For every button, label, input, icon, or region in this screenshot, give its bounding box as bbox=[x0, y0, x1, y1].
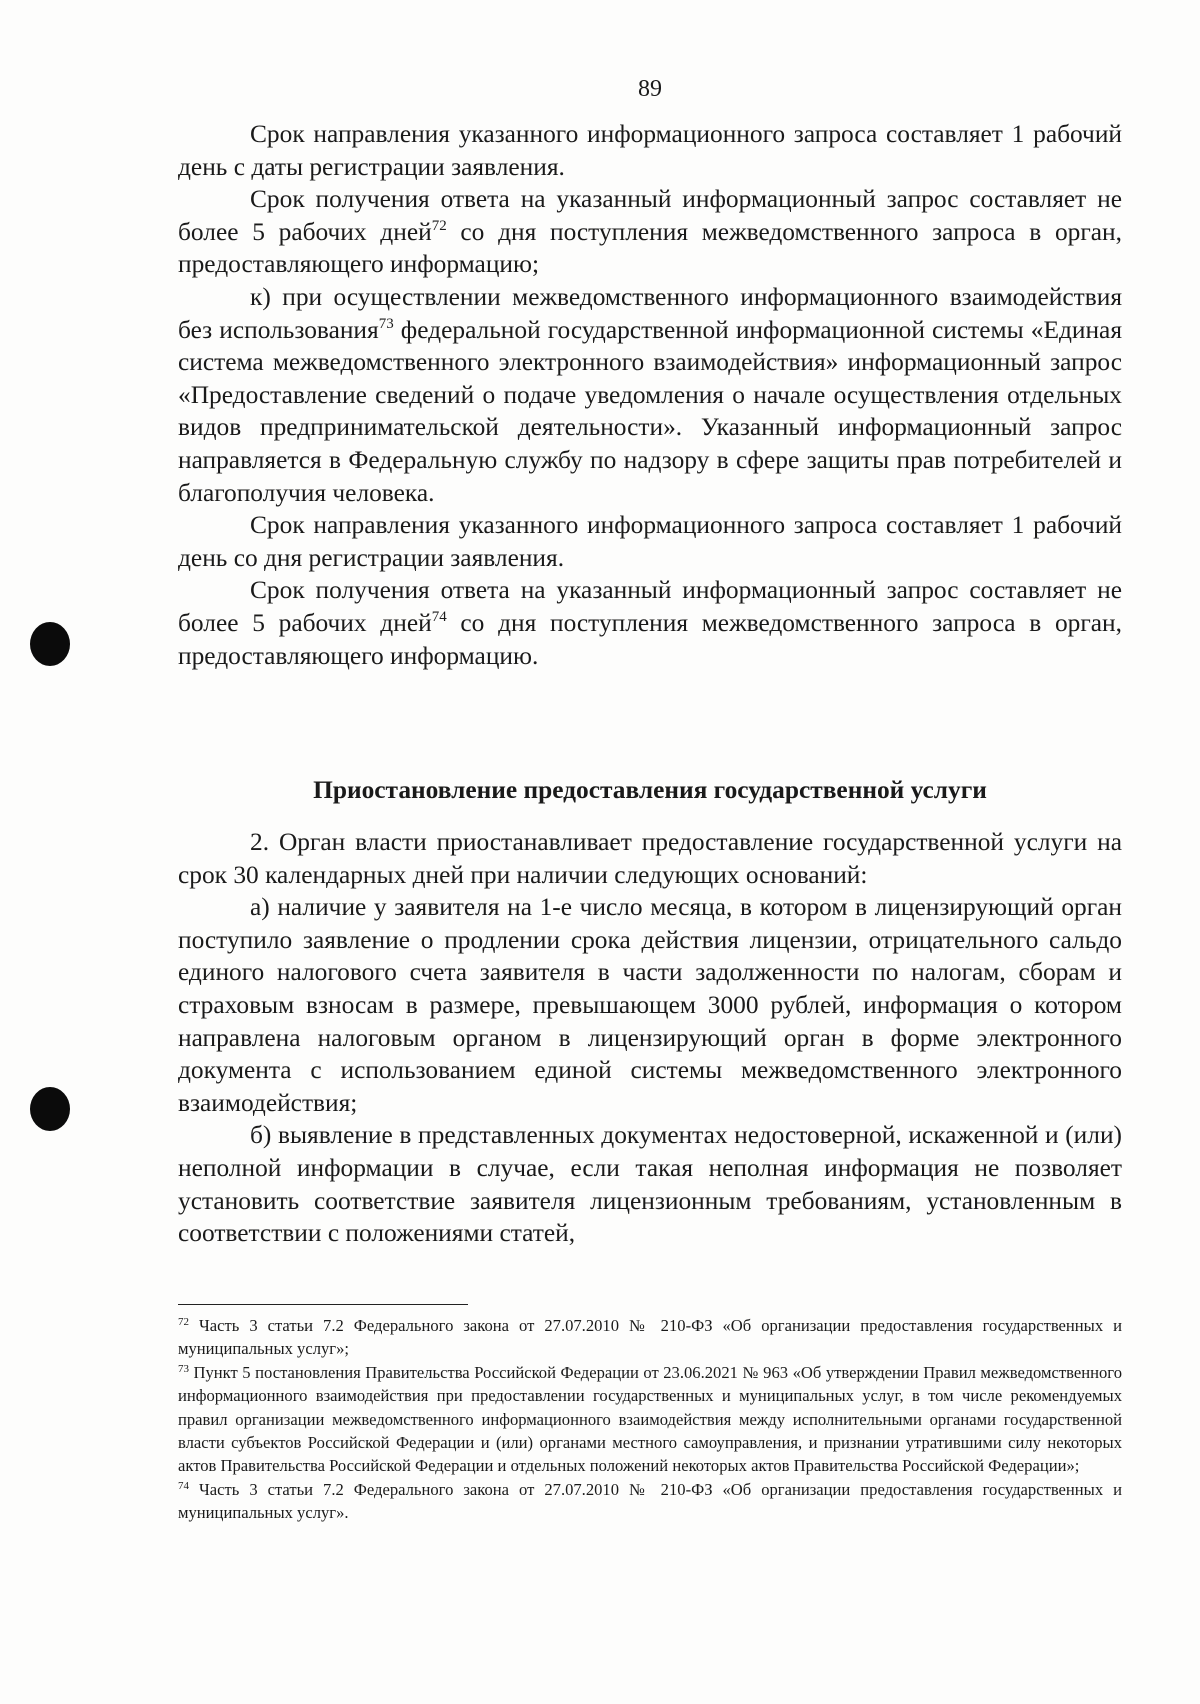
punch-hole-mark bbox=[30, 622, 70, 666]
footnote-number: 74 bbox=[178, 1479, 189, 1492]
footnote-ref: 74 bbox=[431, 608, 447, 625]
footnote-ref: 73 bbox=[378, 315, 394, 332]
body-text-bottom bbox=[178, 826, 1122, 1250]
footnote-text: Пункт 5 постановления Правительства Российской Федерации от 23.06.2021 № 963 «Об утверждении Правил межведомственного информационного взаимодействия при предоставлении государственных и муниципальных услуг, в том числе рекомендуемых правил организации межведомственного информационного взаимодействия между исполнительными органами государственной власти субъектов Российской Федерации и (или) органами местного самоуправления, и признании утратившими силу некоторых актов Правительства Российской Федерации и отдельных положений некоторых актов Правительства Российской Федерации»; bbox=[178, 1362, 1122, 1476]
section-heading: Приостановление предоставления государственной услуги bbox=[313, 776, 987, 804]
footnote bbox=[178, 1314, 1122, 1361]
paragraph: Срок направления указанного информационного запроса составляет 1 рабочий день со дня регистрации заявления. bbox=[178, 511, 1122, 572]
footnote bbox=[178, 1478, 1122, 1525]
paragraph bbox=[178, 183, 1122, 281]
paragraph bbox=[178, 281, 1122, 509]
paragraph: Срок направления указанного информационного запроса составляет 1 рабочий день с даты регистрации заявления. bbox=[178, 120, 1122, 181]
footnote-text: Часть 3 статьи 7.2 Федерального закона от 27.07.2010 № 210-ФЗ «Об организации предоставления государственных и муниципальных услуг»; bbox=[178, 1316, 1122, 1359]
paragraph-text: со дня поступления межведомственного запроса в орган, предоставляющего информацию; bbox=[178, 217, 1122, 279]
punch-hole-mark bbox=[30, 1087, 70, 1131]
footnote-text: Часть 3 статьи 7.2 Федерального закона от 27.07.2010 № 210-ФЗ «Об организации предоставления государственных и муниципальных услуг». bbox=[178, 1479, 1122, 1523]
paragraph-text: Срок получения ответа на указанный информационный запрос составляет не более 5 рабочих дней bbox=[178, 576, 1122, 637]
paragraph: 2. Орган власти приостанавливает предоставление государственной услуги на срок 30 календарных дней при наличии следующих оснований: bbox=[178, 828, 1122, 889]
footnote-number: 73 bbox=[178, 1362, 189, 1375]
footnote-number: 72 bbox=[178, 1316, 189, 1328]
paragraph: а) наличие у заявителя на 1-е число месяца, в котором в лицензирующий орган поступило заявление о продлении срока действия лицензии, отрицательного сальдо единого налогового счета заявителя в части задолженности по налогам, сборам и страховым взносам в размере, превышающем 3000 рублей, информация о котором направлена налоговым органом в лицензирующий орган в форме электронного документа с использованием единой системы межведомственного электронного взаимодействия; bbox=[178, 893, 1122, 1117]
body-text-top bbox=[178, 118, 1122, 672]
paragraph: б) выявление в представленных документах недостоверной, искаженной и (или) неполной информации в случае, если такая неполная информация не позволяет установить соответствие заявителя лицензионным требованиям, установленным в соответствии с положениями статей, bbox=[178, 1121, 1122, 1248]
footnote-separator bbox=[178, 1304, 468, 1305]
paragraph-text: Срок получения ответа на указанный информационный запрос составляет не более 5 рабочих дней bbox=[178, 185, 1122, 246]
paragraph bbox=[178, 574, 1122, 672]
footnote-ref: 72 bbox=[431, 217, 447, 234]
page-number: 89 bbox=[638, 76, 662, 102]
paragraph-text: со дня поступления межведомственного запроса в орган, предоставляющего информацию. bbox=[178, 608, 1122, 670]
footnote bbox=[178, 1361, 1122, 1478]
paragraph-text: федеральной государственной информационной системы «Единая система межведомственного электронного взаимодействия» информационный запрос «Предоставление сведений о подаче уведомления о начале осуществления отдельных видов предпринимательской деятельности». Указанный информационный запрос направляется в Федеральную службу по надзору в сфере защиты прав потребителей и благополучия человека. bbox=[178, 315, 1123, 507]
footnotes bbox=[178, 1314, 1122, 1525]
paragraph-text: к) при осуществлении межведомственного информационного взаимодействия без использования bbox=[178, 282, 1122, 344]
